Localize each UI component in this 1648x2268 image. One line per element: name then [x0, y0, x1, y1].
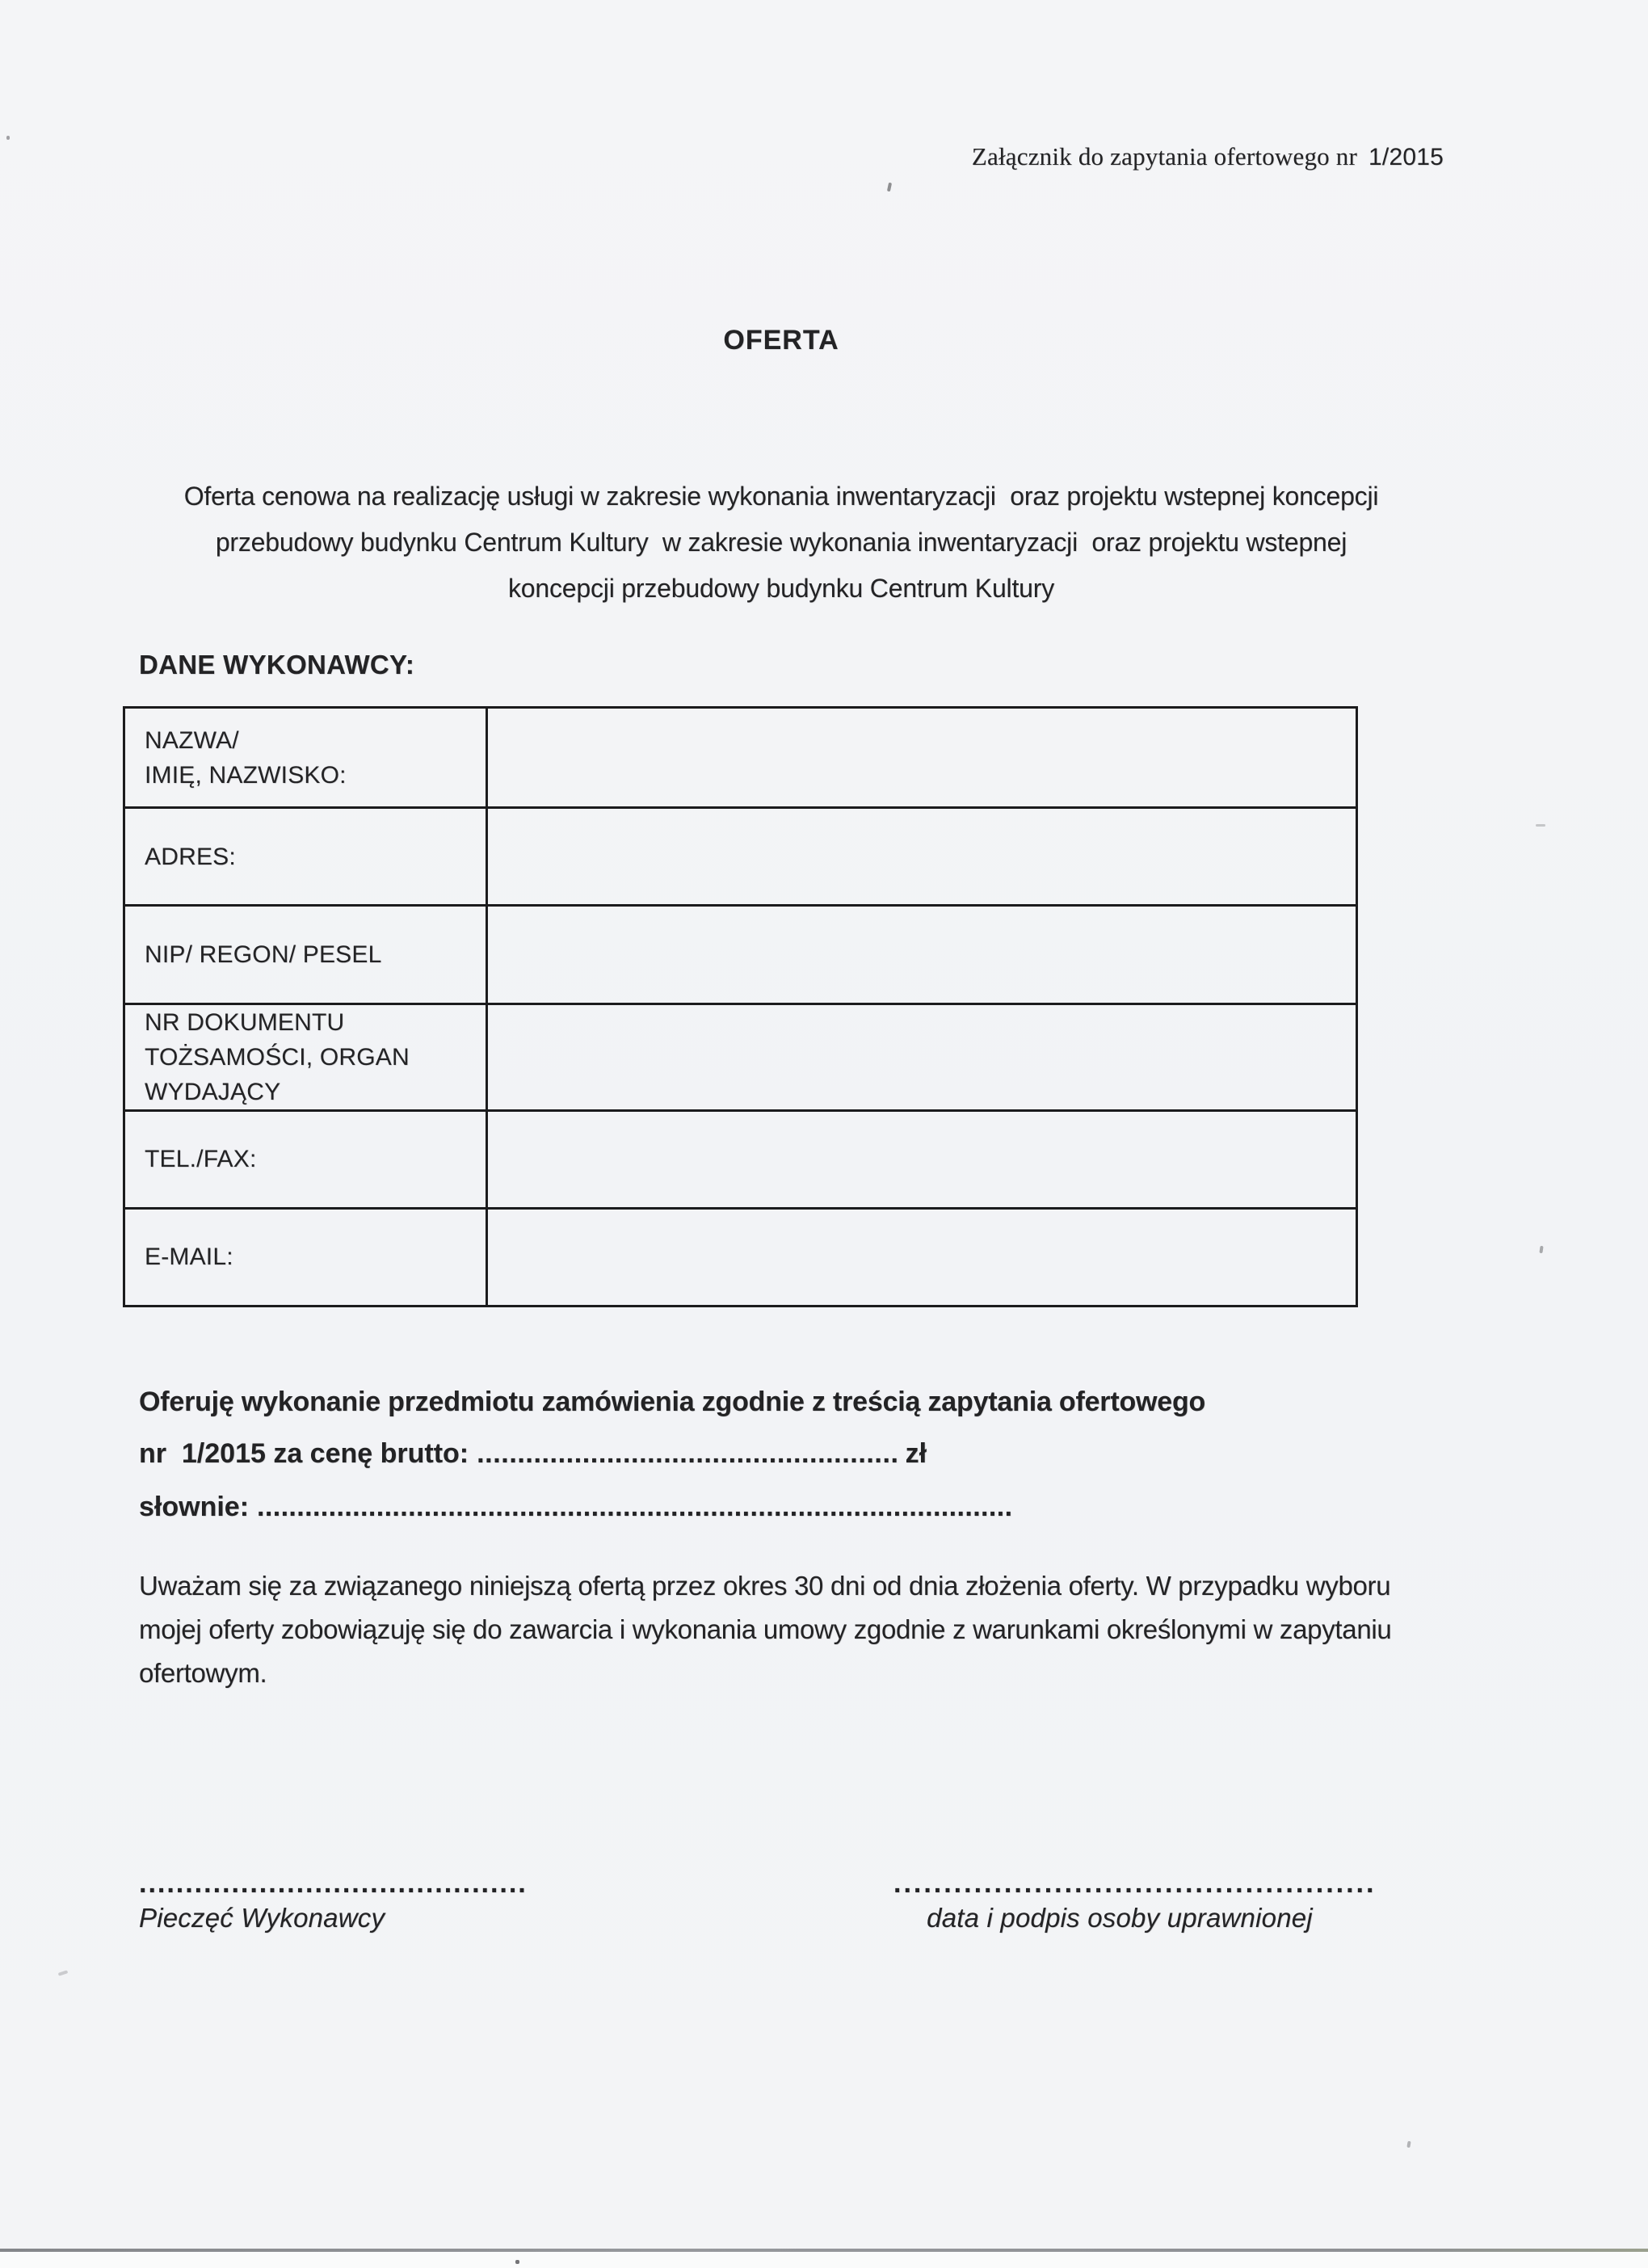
intro-line: Oferta cenowa na realizację usługi w zakresie wykonania inwentaryzacji oraz projektu wstepnej koncepcji [183, 482, 1379, 511]
table-row [125, 1003, 1356, 1109]
scan-speck [1536, 824, 1545, 827]
scan-speck [1539, 1246, 1543, 1253]
intro-line: koncepcji przebudowy budynku Centrum Kultury [508, 574, 1054, 603]
amount-in-words-label: słownie: [139, 1492, 250, 1522]
validity-line: mojej oferty zobowiązuję się do zawarcia i wykonania umowy zgodnie z warunkami określonymi w zapytaniu [139, 1614, 1392, 1644]
table-row [125, 806, 1356, 904]
price-label: nr 1/2015 za cenę brutto: [139, 1438, 469, 1469]
scan-speck [515, 2260, 519, 2264]
attachment-note-text: Załącznik do zapytania ofertowego nr [971, 142, 1358, 170]
table-label-cell [125, 1210, 486, 1305]
table-label-cell [125, 809, 486, 904]
table-label-cell [125, 1112, 486, 1207]
scan-speck [6, 136, 10, 140]
table-value-cell [486, 1112, 1356, 1207]
amount-in-words-fill-dots: ............................................................................................... [257, 1492, 1013, 1522]
table-label-cell [125, 1005, 486, 1109]
table-row [125, 1207, 1356, 1305]
scan-edge-strip [0, 2252, 1648, 2268]
validity-paragraph [139, 1564, 1561, 1695]
table-label-line: NR DOKUMENTU [145, 1008, 345, 1036]
table-label-line: ADRES: [145, 843, 236, 870]
amount-in-words-line [139, 1492, 1019, 1523]
table-row [125, 709, 1356, 806]
stamp-label: Pieczęć Wykonawcy [139, 1903, 385, 1933]
table-label-cell [125, 709, 486, 806]
contractor-data-heading: DANE WYKONAWCY: [139, 650, 415, 680]
price-fill-dots: .................................................... [477, 1438, 899, 1469]
contractor-table [123, 706, 1358, 1307]
table-label-line: NAZWA/ [145, 726, 239, 754]
table-row [125, 1109, 1356, 1207]
attachment-note-number: 1/2015 [1368, 144, 1444, 170]
table-row [125, 904, 1356, 1002]
intro-line: przebudowy budynku Centrum Kultury w zakresie wykonania inwentaryzacji oraz projektu wstepnej [215, 528, 1347, 557]
table-label-cell [125, 907, 486, 1002]
offer-statement: Oferuję wykonanie przedmiotu zamówienia zgodnie z treścią zapytania ofertowego [139, 1386, 1206, 1417]
currency-label: zł [905, 1438, 927, 1469]
attachment-note [972, 142, 1444, 171]
signature-stamp-block [139, 1868, 528, 1933]
intro-paragraph [105, 473, 1457, 612]
scan-speck [1406, 2141, 1410, 2148]
date-signature-dotted-line: ................................................ [893, 1868, 1377, 1899]
price-line [139, 1438, 927, 1470]
table-label-line: IMIĘ, NAZWISKO: [145, 761, 347, 789]
table-value-cell [486, 1005, 1356, 1109]
scan-speck [58, 1970, 69, 1976]
document-title: OFERTA [723, 325, 839, 356]
table-label-line: TEL./FAX: [145, 1146, 257, 1173]
table-label-line: WYDAJĄCY [145, 1078, 281, 1105]
table-value-cell [486, 907, 1356, 1002]
date-signature-label: data i podpis osoby uprawnionej [927, 1903, 1313, 1933]
table-value-cell [486, 1210, 1356, 1305]
validity-line: Uważam się za związanego niniejszą ofertą przez okres 30 dni od dnia złożenia oferty. W przypadku wyboru [139, 1571, 1391, 1601]
signature-date-block [893, 1868, 1377, 1933]
table-label-line: TOŻSAMOŚCI, ORGAN [145, 1043, 410, 1071]
scan-speck [887, 183, 892, 192]
table-label-line: E-MAIL: [145, 1243, 233, 1271]
validity-line: ofertowym. [139, 1658, 267, 1688]
table-value-cell [486, 809, 1356, 904]
stamp-dotted-line: .......................................... [139, 1868, 528, 1899]
table-value-cell [486, 709, 1356, 806]
table-label-line: NIP/ REGON/ PESEL [145, 940, 382, 968]
